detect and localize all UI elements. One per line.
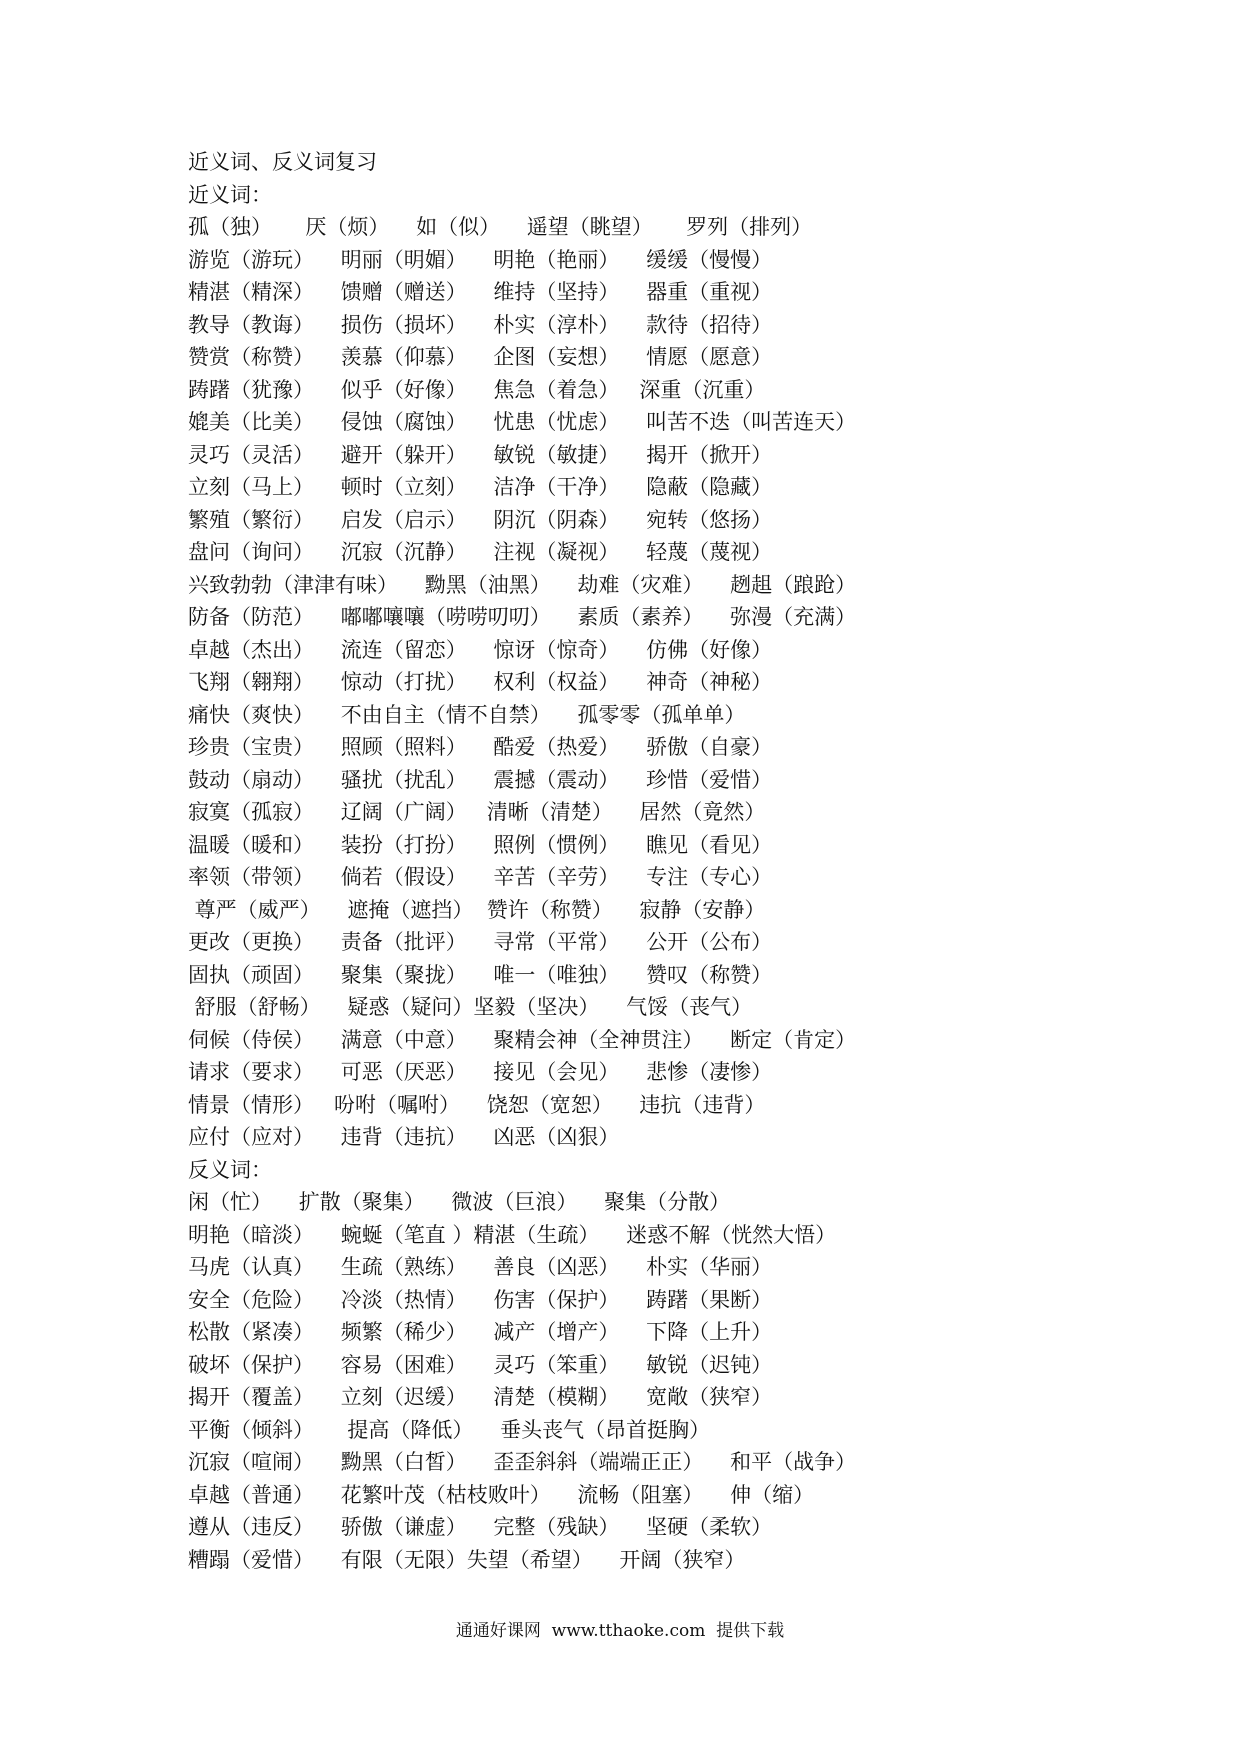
page-footer: 通通好课网 www.tthaoke.com 提供下载 [455,1621,785,1641]
antonyms-heading: 反义词： [188,1157,272,1182]
synonym-line: 飞翔（翱翔） 惊动（打扰） 权利（权益） 神奇（神秘） [188,670,773,694]
antonym-line: 破坏（保护） 容易（困难） 灵巧（笨重） 敏锐（迟钝） [188,1352,773,1377]
synonym-line: 珍贵（宝贵） 照顾（照料） 酷爱（热爱） 骄傲（自豪） [188,735,773,759]
antonym-line: 明艳（暗淡） 蜿蜒（笔直 ）精湛（生疏） 迷惑不解（恍然大悟） [188,1222,837,1247]
synonyms-list [188,211,1088,1154]
synonym-line: 媲美（比美） 侵蚀（腐蚀） 忧患（忧虑） 叫苦不迭（叫苦连天） [188,410,857,434]
antonym-line: 揭开（覆盖） 立刻（迟缓） 清楚（模糊） 宽敞（狭窄） [188,1385,773,1409]
synonym-line: 孤（独） 厌（烦） 如（似） 遥望（眺望） 罗列（排列） [188,215,813,239]
synonym-line: 卓越（杰出） 流连（留恋） 惊讶（惊奇） 仿佛（好像） [188,637,773,662]
synonym-line: 踌躇（犹豫） 似乎（好像） 焦急（着急） 深重（沉重） [188,377,766,402]
synonym-line: 温暖（暖和） 装扮（打扮） 照例（惯例） 瞧见（看见） [188,832,773,857]
synonym-line: 立刻（马上） 顿时（立刻） 洁净（干净） 隐蔽（隐藏） [188,475,773,499]
synonym-line: 伺候（侍侯） 满意（中意） 聚精会神（全神贯注） 断定（肯定） [188,1027,857,1052]
document-title: 近义词、反义词复习 [188,150,377,174]
antonym-line: 闲（忙） 扩散（聚集） 微波（巨浪） 聚集（分散） [188,1190,731,1214]
antonym-line: 糟蹋（爱惜） 有限（无限）失望（希望） 开阔（狭窄） [188,1547,746,1572]
antonym-line: 安全（危险） 冷淡（热情） 伤害（保护） 踌躇（果断） [188,1287,773,1312]
synonym-line: 寂寞（孤寂） 辽阔（广阔） 清晰（清楚） 居然（竟然） [188,800,766,824]
antonym-line: 卓越（普通） 花繁叶茂（枯枝败叶） 流畅（阻塞） 伸（缩） [188,1482,815,1507]
synonym-line: 兴致勃勃（津津有味） 黝黑（油黑） 劫难（灾难） 趔趄（踉跄） [188,572,857,597]
synonym-line: 鼓动（扇动） 骚扰（扰乱） 震撼（震动） 珍惜（爱惜） [188,767,773,792]
synonym-line: 灵巧（灵活） 避开（躲开） 敏锐（敏捷） 揭开（掀开） [188,442,773,467]
synonym-line: 尊严（威严） 遮掩（遮挡） 赞许（称赞） 寂静（安静） [188,897,766,922]
synonym-line: 痛快（爽快） 不由自主（情不自禁） 孤零零（孤单单） [188,702,746,727]
antonym-line: 平衡（倾斜） 提高（降低） 垂头丧气（昂首挺胸） [188,1417,711,1442]
synonym-line: 精湛（精深） 馈赠（赠送） 维持（坚持） 器重（重视） [188,280,773,304]
synonym-line: 盘问（询问） 沉寂（沉静） 注视（凝视） 轻蔑（蔑视） [188,540,773,564]
antonym-line: 沉寂（喧闹） 黝黑（白皙） 歪歪斜斜（端端正正） 和平（战争） [188,1450,857,1474]
document-body [188,146,1088,1576]
synonym-line: 更改（更换） 责备（批评） 寻常（平常） 公开（公布） [188,930,773,954]
synonym-line: 防备（防范） 嘟嘟嚷嚷（唠唠叨叨） 素质（素养） 弥漫（充满） [188,605,857,629]
antonym-line: 松散（紧凑） 频繁（稀少） 减产（增产） 下降（上升） [188,1320,773,1344]
synonym-line: 情景（情形） 吩咐（嘱咐） 饶恕（宽恕） 违抗（违背） [188,1092,766,1117]
synonym-line: 舒服（舒畅） 疑惑（疑问）坚毅（坚决） 气馁（丧气） [188,995,753,1019]
synonym-line: 游览（游玩） 明丽（明媚） 明艳（艳丽） 缓缓（慢慢） [188,247,773,272]
synonym-line: 赞赏（称赞） 羡慕（仰慕） 企图（妄想） 情愿（愿意） [188,345,773,369]
synonyms-heading: 近义词： [188,182,272,207]
antonyms-list [188,1186,1088,1576]
synonym-line: 应付（应对） 违背（违抗） 凶恶（凶狠） [188,1125,620,1149]
synonym-line: 教导（教诲） 损伤（损坏） 朴实（淳朴） 款待（招待） [188,312,773,337]
synonym-line: 繁殖（繁衍） 启发（启示） 阴沉（阴森） 宛转（悠扬） [188,507,773,532]
synonym-line: 请求（要求） 可恶（厌恶） 接见（会见） 悲惨（凄惨） [188,1060,773,1084]
antonym-line: 马虎（认真） 生疏（熟练） 善良（凶恶） 朴实（华丽） [188,1255,773,1279]
antonym-line: 遵从（违反） 骄傲（谦虚） 完整（残缺） 坚硬（柔软） [188,1515,773,1539]
synonym-line: 率领（带领） 倘若（假设） 辛苦（辛劳） 专注（专心） [188,865,773,889]
synonym-line: 固执（顽固） 聚集（聚拢） 唯一（唯独） 赞叹（称赞） [188,962,773,987]
